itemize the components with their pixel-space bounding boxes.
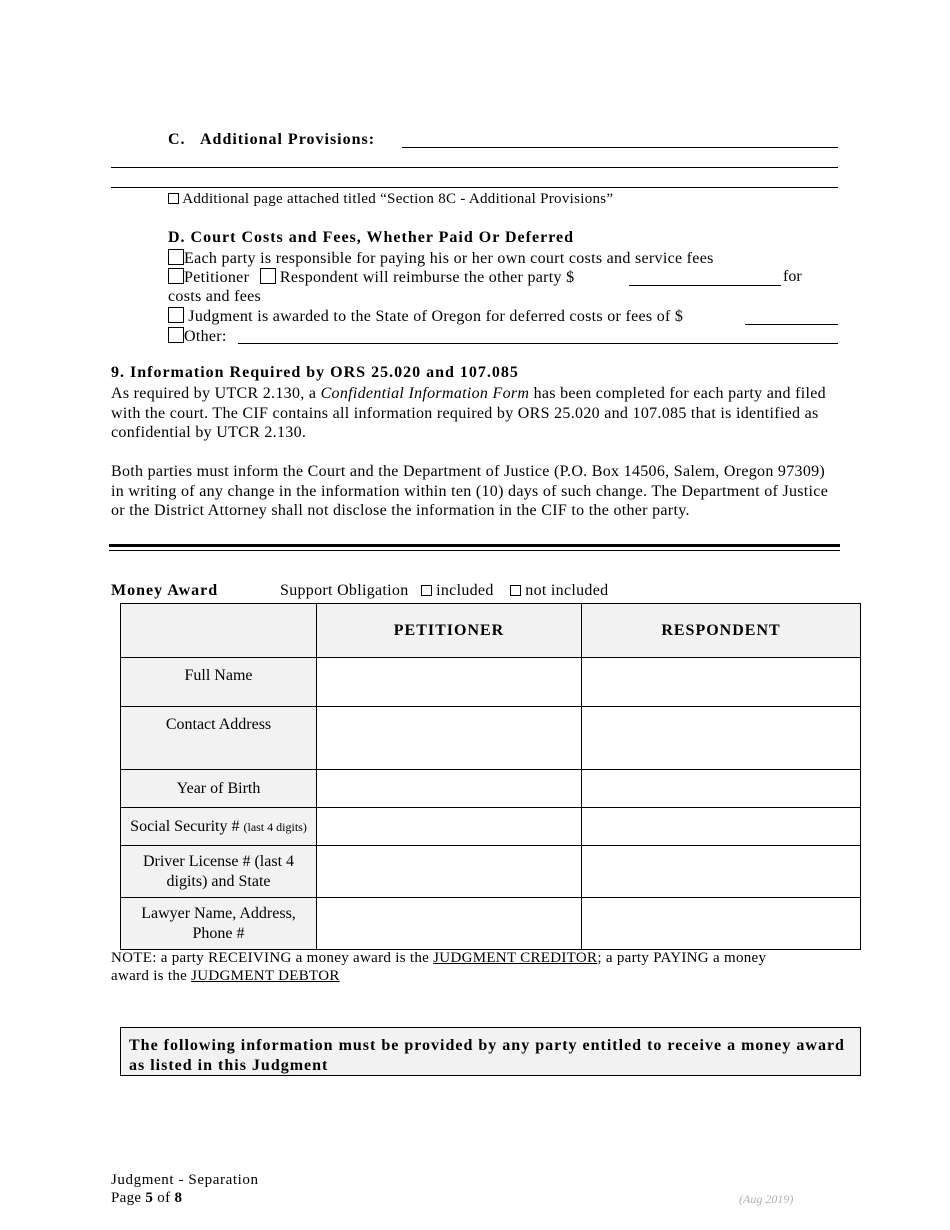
reimburse-text: Respondent will reimburse the other party $ <box>279 269 575 286</box>
year-of-birth-label: Year of Birth <box>121 770 317 808</box>
support-obligation-row <box>280 582 608 600</box>
petitioner-checkbox[interactable] <box>168 268 184 284</box>
page-word: Page <box>111 1190 142 1206</box>
each-party-checkbox[interactable] <box>168 249 184 265</box>
petitioner-column-header: PETITIONER <box>317 604 582 658</box>
judgment-debtor-term: JUDGMENT DEBTOR <box>191 968 340 984</box>
section-d-title: D. Court Costs and Fees, Whether Paid Or Deferred <box>168 229 574 246</box>
lawyer-label <box>121 898 317 950</box>
section-c-title: Additional Provisions: <box>200 131 376 148</box>
ssn-label <box>121 808 317 846</box>
lawyer-line-2: Phone # <box>192 924 245 942</box>
ssn-label-main: Social Security # <box>130 817 240 835</box>
additional-page-text: Additional page attached titled “Section 8C - Additional Provisions” <box>182 191 614 207</box>
not-included-checkbox[interactable] <box>510 585 521 596</box>
respondent-ssn-cell[interactable] <box>582 808 861 846</box>
footer-doc-title: Judgment - Separation <box>111 1172 259 1188</box>
petitioner-label: Petitioner <box>184 269 250 286</box>
respondent-column-header: RESPONDENT <box>582 604 861 658</box>
respondent-checkbox[interactable] <box>260 268 276 284</box>
section-9-paragraph-1 <box>111 384 841 443</box>
petitioner-year-of-birth-cell[interactable] <box>317 770 582 808</box>
table-row <box>121 898 861 950</box>
judgment-note-line-2 <box>111 968 340 985</box>
section-9-paragraph-2: Both parties must inform the Court and the Department of Justice (P.O. Box 14506, Salem, Oregon 97309) in writing of any change in the information within ten (10) days of such change. The Department of Justice or the District Attorney shall not disclose the information in the CIF to the other party. <box>111 463 829 519</box>
reimburse-for-text: for <box>783 268 802 285</box>
page-total: 8 <box>174 1190 183 1206</box>
costs-option-state <box>168 307 683 326</box>
table-row <box>121 808 861 846</box>
included-label: included <box>436 582 494 599</box>
para1-end: has been completed for each party and filed with the court. The CIF contains all information required by ORS 25.020 and 107.085 that is identified as confidential by UTCR 2.130. <box>111 385 826 441</box>
note-end: award is the <box>111 968 192 984</box>
of-word: of <box>157 1190 171 1206</box>
petitioner-contact-address-cell[interactable] <box>317 707 582 770</box>
additional-page-row <box>168 191 613 208</box>
section-divider-2 <box>109 550 840 551</box>
table-row <box>121 707 861 770</box>
table-row <box>121 770 861 808</box>
table-header-row <box>121 604 861 658</box>
respondent-contact-address-cell[interactable] <box>582 707 861 770</box>
page-current: 5 <box>145 1190 154 1206</box>
state-award-text: Judgment is awarded to the State of Oregon for deferred costs or fees of $ <box>184 308 684 325</box>
table-corner-cell <box>121 604 317 658</box>
table-row <box>121 846 861 898</box>
money-award-title: Money Award <box>111 582 219 599</box>
included-checkbox[interactable] <box>421 585 432 596</box>
reimburse-costs-text: costs and fees <box>168 288 262 305</box>
additional-provisions-line-2[interactable] <box>111 167 838 168</box>
additional-page-checkbox[interactable] <box>168 193 179 204</box>
petitioner-driver-license-cell[interactable] <box>317 846 582 898</box>
other-label: Other: <box>184 328 227 345</box>
note-middle: ; a party PAYING a money <box>597 950 767 966</box>
lawyer-line-1: Lawyer Name, Address, <box>141 904 296 922</box>
costs-option-reimburse <box>168 268 574 287</box>
other-checkbox[interactable] <box>168 327 184 343</box>
respondent-year-of-birth-cell[interactable] <box>582 770 861 808</box>
section-divider <box>109 544 840 547</box>
section-c-label: C. <box>168 131 186 148</box>
respondent-driver-license-cell[interactable] <box>582 846 861 898</box>
section-9-title: 9. Information Required by ORS 25.020 and 107.085 <box>111 364 519 381</box>
cif-italic: Confidential Information Form <box>320 385 530 402</box>
not-included-label: not included <box>525 582 609 599</box>
respondent-full-name-cell[interactable] <box>582 658 861 707</box>
contact-address-label: Contact Address <box>121 707 317 770</box>
state-award-amount-field[interactable] <box>745 324 838 325</box>
footer-version: (Aug 2019) <box>739 1192 794 1206</box>
full-name-label: Full Name <box>121 658 317 707</box>
costs-option-other <box>168 327 227 346</box>
judgment-note-line-1 <box>111 950 766 967</box>
footer-page-number <box>111 1190 182 1207</box>
petitioner-ssn-cell[interactable] <box>317 808 582 846</box>
note-start: NOTE: a party RECEIVING a money award is the <box>111 950 434 966</box>
respondent-lawyer-cell[interactable] <box>582 898 861 950</box>
costs-option-each-party <box>168 249 714 268</box>
each-party-text: Each party is responsible for paying his or her own court costs and service fees <box>184 250 714 267</box>
petitioner-full-name-cell[interactable] <box>317 658 582 707</box>
reimburse-amount-field[interactable] <box>629 285 781 286</box>
petitioner-lawyer-cell[interactable] <box>317 898 582 950</box>
driver-license-line-1: Driver License # (last 4 <box>142 852 295 870</box>
additional-provisions-line-3[interactable] <box>111 187 838 188</box>
ssn-label-small: (last 4 digits) <box>243 819 307 834</box>
state-award-checkbox[interactable] <box>168 307 184 323</box>
para1-start: As required by UTCR 2.130, a <box>111 385 321 402</box>
money-award-notice: The following information must be provided by any party entitled to receive a money award as listed in this Judgment <box>120 1027 861 1076</box>
support-obligation-label: Support Obligation <box>280 582 409 599</box>
money-award-table <box>120 603 861 950</box>
driver-license-label <box>121 846 317 898</box>
other-field[interactable] <box>238 343 838 344</box>
table-row <box>121 658 861 707</box>
driver-license-line-2: digits) and State <box>166 872 271 890</box>
additional-provisions-line-1[interactable] <box>402 147 838 148</box>
judgment-creditor-term: JUDGMENT CREDITOR <box>433 950 598 966</box>
